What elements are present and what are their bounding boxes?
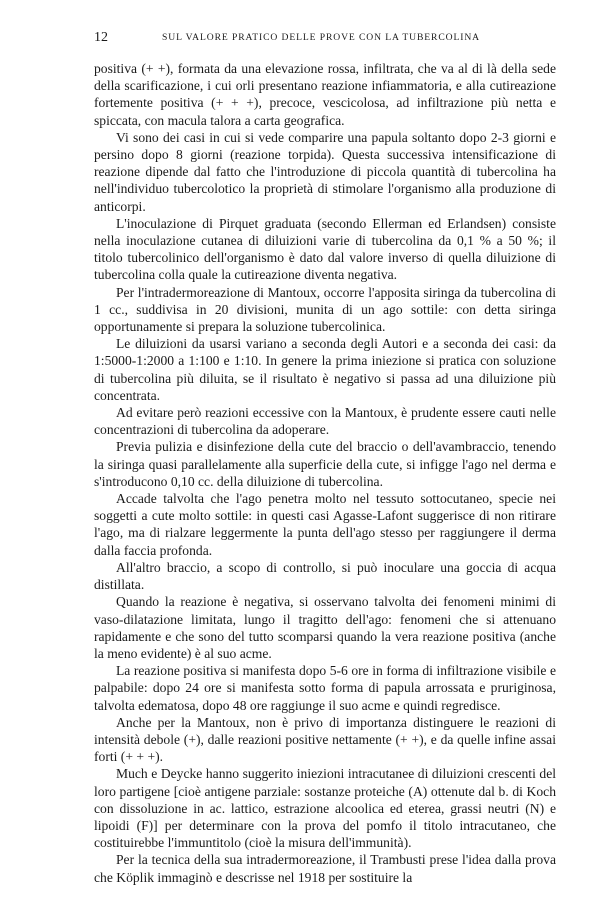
- paragraph: Quando la reazione è negativa, si osservano talvolta dei fenomeni minimi di vaso-dilatazione limitata, lungo il tragitto dell'ago: fenomeni che si attenuano rapidamente e che sono del tutto scomparsi quando la vera reazione positiva (anche la meno evidente) è al suo acme.: [94, 594, 556, 661]
- paragraph: Per la tecnica della sua intradermoreazione, il Trambusti prese l'idea dalla prova che Köplik immaginò e descrisse nel 1918 per sostituire la: [94, 852, 556, 885]
- paragraph: positiva (+ +), formata da una elevazione rossa, infiltrata, che va al di là della sede della scarificazione, i cui orli presentano reazione infiammatoria, e alla cutireazione fortemente positiva (+ + +), precoce, vescicolosa, ad infiltrazione più netta e spiccata, con macula talora a carta geografica.: [94, 61, 556, 128]
- paragraph: Anche per la Mantoux, non è privo di importanza distinguere le reazioni di intensità debole (+), dalle reazioni positive nettamente (+ +), e da quelle infine assai forti (+ + +).: [94, 714, 556, 765]
- body-text: [94, 60, 556, 886]
- paragraph: Much e Deycke hanno suggerito iniezioni intracutanee di diluizioni crescenti del loro partigene [cioè antigene parziale: sostanze proteiche (A) ottenute dal b. di Koch con dissoluzione in ac. lattico, estrazione alcoolica ed eterea, grassi neutri (N) e lipoidi (F)] per determinare con la prova del pomfo il titolo intracutaneo, che costituirebbe l'immuntitolo (cioè la misura dell'immunità).: [94, 766, 556, 851]
- paragraph: All'altro braccio, a scopo di controllo, si può inoculare una goccia di acqua distillata.: [94, 559, 556, 593]
- page-header: [94, 30, 556, 46]
- paragraph: Le diluizioni da usarsi variano a seconda degli Autori e a seconda dei casi: da 1:5000-1:2000 a 1:100 e 1:10. In genere la prima iniezione si pratica con soluzione di tubercolina più diluita, se il risultato è negativo si passa ad una diluizione più concentrata.: [94, 336, 556, 403]
- running-title: SUL VALORE PRATICO DELLE PROVE CON LA TUBERCOLINA: [162, 32, 480, 43]
- paragraph: Accade talvolta che l'ago penetra molto nel tessuto sottocutaneo, specie nei soggetti a cute molto sottile: in questi casi Agasse-Lafont suggerisce di non ritirare l'ago, ma di rialzare leggermente la punta dell'ago stesso per raggiungere il derma dalla faccia profonda.: [94, 491, 556, 558]
- paragraph: Previa pulizia e disinfezione della cute del braccio o dell'avambraccio, tenendo la siringa quasi parallelamente alla superficie della cute, si infigge l'ago nel derma e s'introducono 0,10 cc. della diluizione di tubercolina.: [94, 439, 556, 489]
- paragraph: La reazione positiva si manifesta dopo 5-6 ore in forma di infiltrazione visibile e palpabile: dopo 24 ore si manifesta sotto forma di papula arrossata e pruriginosa, talvolta edematosa, dopo 48 ore raggiunge il suo acme e quindi regredisce.: [94, 663, 556, 713]
- paragraph: L'inoculazione di Pirquet graduata (secondo Ellerman ed Erlandsen) consiste nella inoculazione cutanea di diluizioni varie di tubercolina da 0,1 % a 50 %; il titolo tubercolinico dell'organismo è dato dal valore inverso di quella diluizione di tubercolina colla quale la cutireazione diventa negativa.: [94, 215, 556, 283]
- page-number: 12: [94, 30, 108, 45]
- paragraph: Ad evitare però reazioni eccessive con la Mantoux, è prudente essere cauti nelle concentrazioni di tubercolina da adoperare.: [94, 405, 556, 438]
- paragraph: Per l'intradermoreazione di Mantoux, occorre l'apposita siringa da tubercolina di 1 cc., suddivisa in 20 divisioni, munita di un ago sottile: con detta siringa opportunamente si prepara la soluzione tubercolinica.: [94, 284, 556, 335]
- paragraph: Vi sono dei casi in cui si vede comparire una papula soltanto dopo 2-3 giorni e persino dopo 8 giorni (reazione torpida). Questa successiva intensificazione di reazione dipende dal fatto che l'introduzione di piccola quantità di tubercolina ha nell'individuo tubercolotico la proprietà di stimolare l'organismo alla produzione di anticorpi.: [94, 129, 556, 214]
